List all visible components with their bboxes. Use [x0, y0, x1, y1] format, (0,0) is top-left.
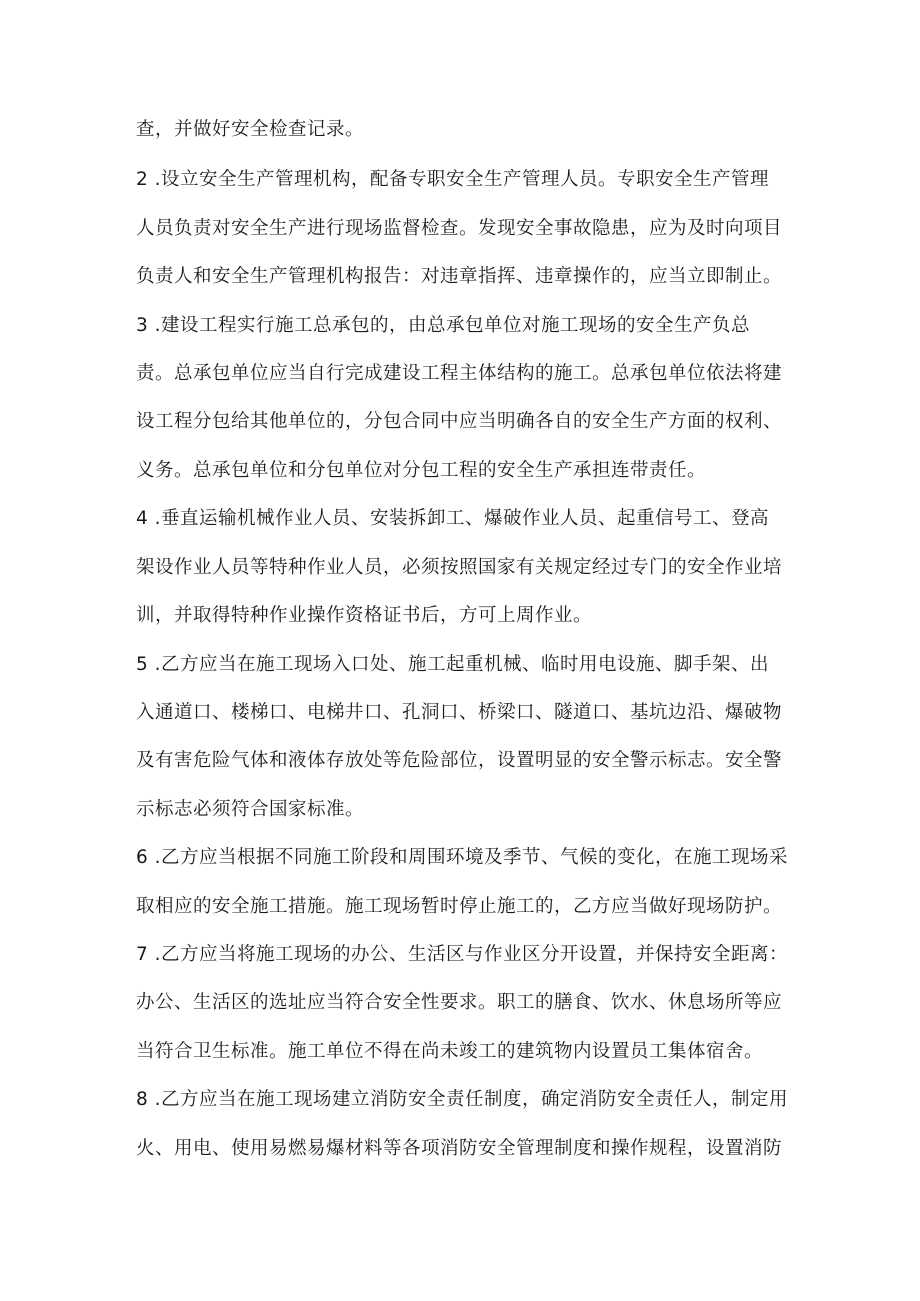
- text-line: 办公、生活区的选址应当符合安全性要求。职工的膳食、饮水、休息场所等应: [136, 992, 783, 1013]
- text-line: 7 .乙方应当将施工现场的办公、生活区与作业区分开设置，并保持安全距离：: [136, 944, 789, 965]
- text-line: 火、用电、使用易燃易爆材料等各项消防安全管理制度和操作规程，设置消防: [136, 1138, 783, 1159]
- text-line: 及有害危险气体和液体存放处等危险部位，设置明显的安全警示标志。安全警: [136, 750, 783, 771]
- text-line: 3 .建设工程实行施工总承包的，由总承包单位对施工现场的安全生产负总: [136, 315, 751, 336]
- text-line: 当符合卫生标准。施工单位不得在尚未竣工的建筑物内设置员工集体宿舍。: [136, 1041, 764, 1062]
- text-line: 负责人和安全生产管理机构报告：对违章指挥、违章操作的，应当立即制止。: [136, 266, 783, 287]
- text-line: 6 .乙方应当根据不同施工阶段和周围环境及季节、气候的变化，在施工现场采: [136, 847, 789, 868]
- text-line: 义务。总承包单位和分包单位对分包工程的安全生产承担连带责任。: [136, 460, 707, 481]
- text-line: 示标志必须符合国家标准。: [136, 799, 365, 820]
- text-line: 取相应的安全施工措施。施工现场暂时停止施工的，乙方应当做好现场防护。: [136, 896, 783, 917]
- text-line: 4 .垂直运输机械作业人员、安装拆卸工、爆破作业人员、起重信号工、登高: [136, 508, 770, 529]
- text-line: 架设作业人员等特种作业人员，必须按照国家有关规定经过专门的安全作业培: [136, 557, 783, 578]
- text-line: 训，并取得特种作业操作资格证书后，方可上周作业。: [136, 605, 593, 626]
- text-line: 5 .乙方应当在施工现场入口处、施工起重机械、临时用电设施、脚手架、出: [136, 654, 770, 675]
- text-line: 人员负责对安全生产进行现场监督检查。发现安全事故隐患，应为及时向项目: [136, 218, 783, 239]
- text-line: 入通道口、楼梯口、电梯井口、孔洞口、桥梁口、隧道口、基坑边沿、爆破物: [136, 702, 783, 723]
- text-line: 设工程分包给其他单位的，分包合同中应当明确各自的安全生产方面的权利、: [136, 411, 783, 432]
- text-line: 责。总承包单位应当自行完成建设工程主体结构的施工。总承包单位依法将建: [136, 363, 783, 384]
- text-line: 2 .设立安全生产管理机构，配备专职安全生产管理人员。专职安全生产管理: [136, 169, 770, 190]
- text-line: 查，并做好安全检查记录。: [136, 119, 365, 140]
- text-line: 8 .乙方应当在施工现场建立消防安全责任制度，确定消防安全责任人，制定用: [136, 1089, 789, 1110]
